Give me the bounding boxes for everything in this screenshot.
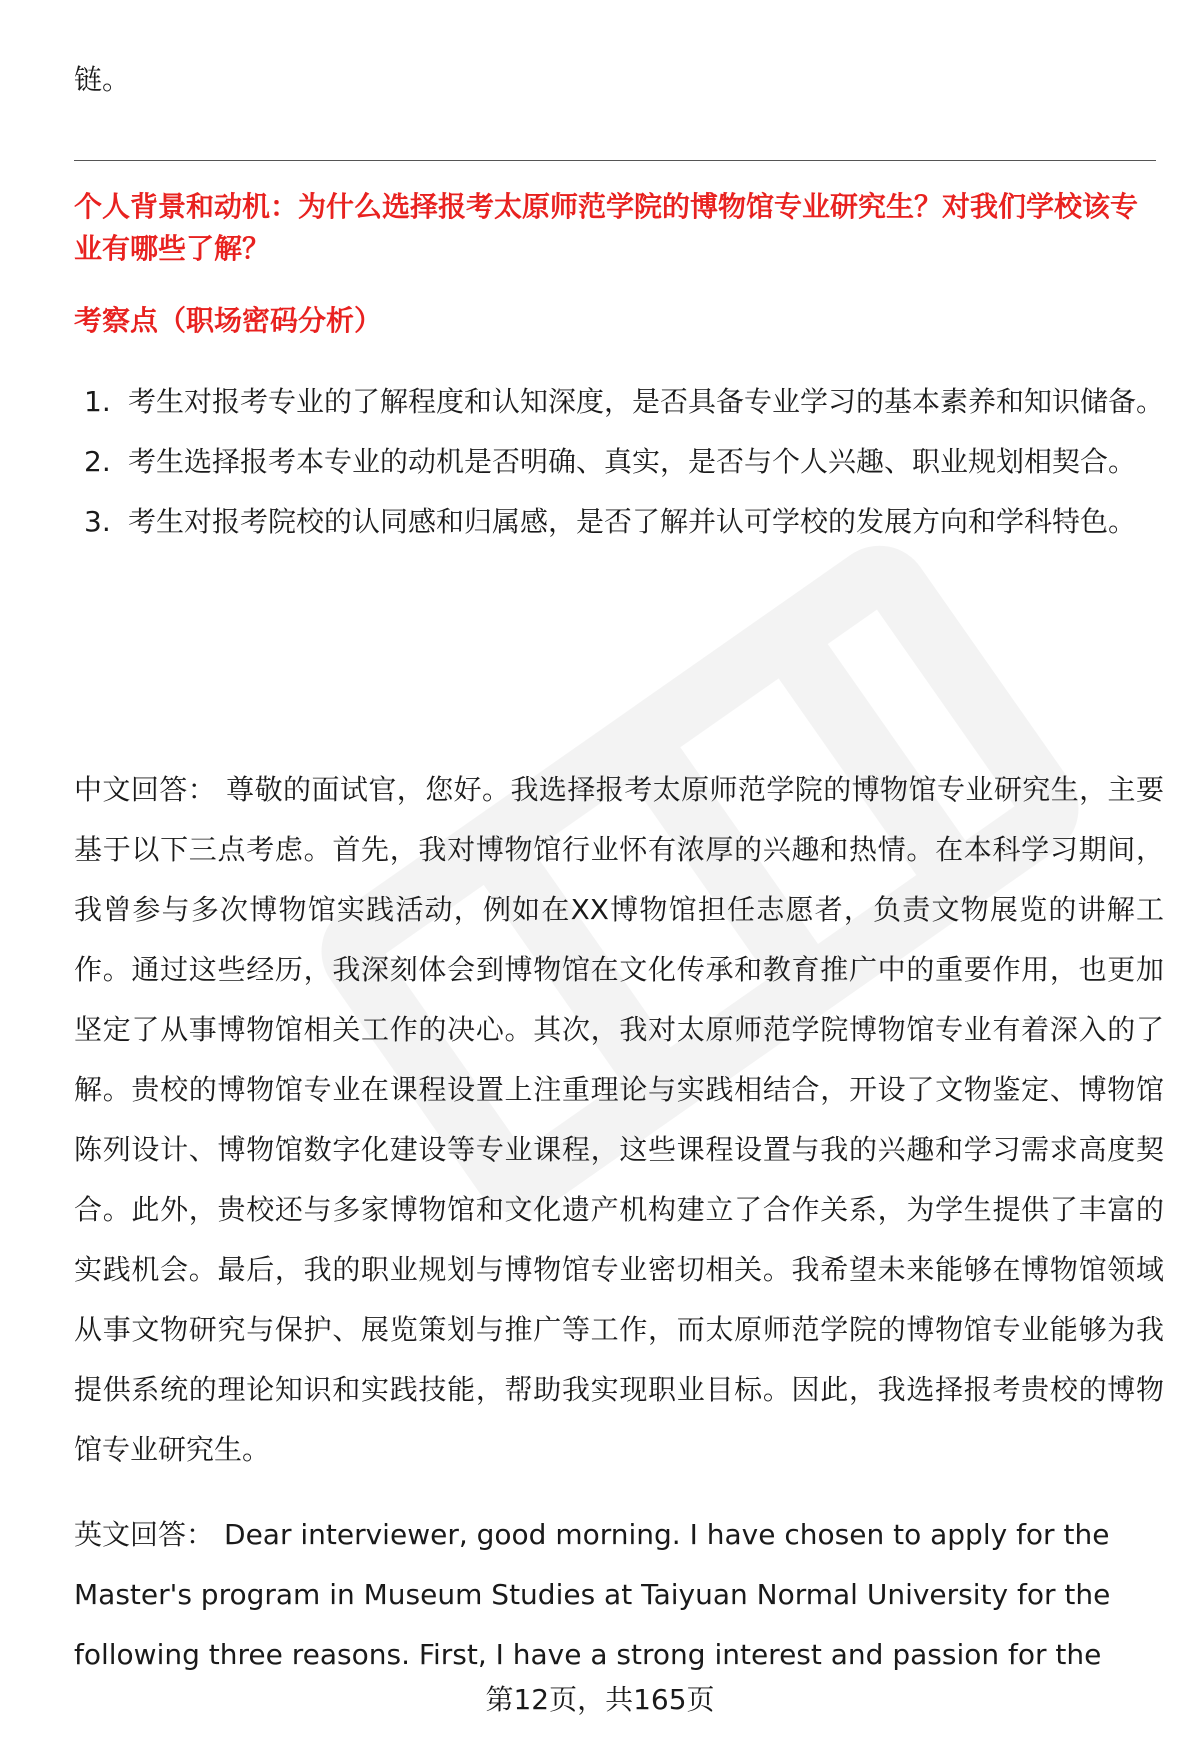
point-number: 3. [84, 505, 111, 538]
chinese-answer-label: 中文回答： [74, 773, 217, 806]
english-answer [74, 1505, 1164, 1685]
section-divider [74, 160, 1156, 161]
analysis-point-list [74, 372, 1164, 552]
analysis-heading: 考察点（职场密码分析） [74, 304, 383, 337]
analysis-point [74, 432, 1164, 492]
point-text: 考生对报考院校的认同感和归属感，是否了解并认可学校的发展方向和学科特色。 [128, 505, 1137, 538]
point-number: 2. [84, 445, 111, 478]
analysis-point [74, 492, 1164, 552]
english-answer-text: Dear interviewer, good morning. I have chosen to apply for the Master's program in Museum Studies at Taiyuan Normal University for the following three reasons. First, I have a strong interest and passion for the [74, 1518, 1111, 1671]
continuation-text: 链。 [74, 63, 131, 96]
page-number: 第12页，共165页 [485, 1683, 715, 1716]
point-number: 1. [84, 385, 111, 418]
analysis-point [74, 372, 1164, 432]
point-text: 考生对报考专业的了解程度和认知深度，是否具备专业学习的基本素养和知识储备。 [128, 385, 1165, 418]
chinese-answer [74, 760, 1164, 1480]
chinese-answer-text: 尊敬的面试官，您好。我选择报考太原师范学院的博物馆专业研究生，主要基于以下三点考虑。首先，我对博物馆行业怀有浓厚的兴趣和热情。在本科学习期间，我曾参与多次博物馆实践活动，例如在XX博物馆担任志愿者，负责文物展览的讲解工作。通过这些经历，我深刻体会到博物馆在文化传承和教育推广中的重要作用，也更加坚定了从事博物馆相关工作的决心。其次，我对太原师范学院博物馆专业有着深入的了解。贵校的博物馆专业在课程设置上注重理论与实践相结合，开设了文物鉴定、博物馆陈列设计、博物馆数字化建设等专业课程，这些课程设置与我的兴趣和学习需求高度契合。此外，贵校还与多家博物馆和文化遗产机构建立了合作关系，为学生提供了丰富的实践机会。最后，我的职业规划与博物馆专业密切相关。我希望未来能够在博物馆领域从事文物研究与保护、展览策划与推广等工作，而太原师范学院的博物馆专业能够为我提供系统的理论知识和实践技能，帮助我实现职业目标。因此，我选择报考贵校的博物馆专业研究生。 [74, 773, 1164, 1466]
english-answer-label: 英文回答： [74, 1518, 215, 1551]
question-title: 个人背景和动机：为什么选择报考太原师范学院的博物馆专业研究生？对我们学校该专业有哪些了解？ [74, 190, 1139, 265]
point-text: 考生选择报考本专业的动机是否明确、真实，是否与个人兴趣、职业规划相契合。 [128, 445, 1137, 478]
